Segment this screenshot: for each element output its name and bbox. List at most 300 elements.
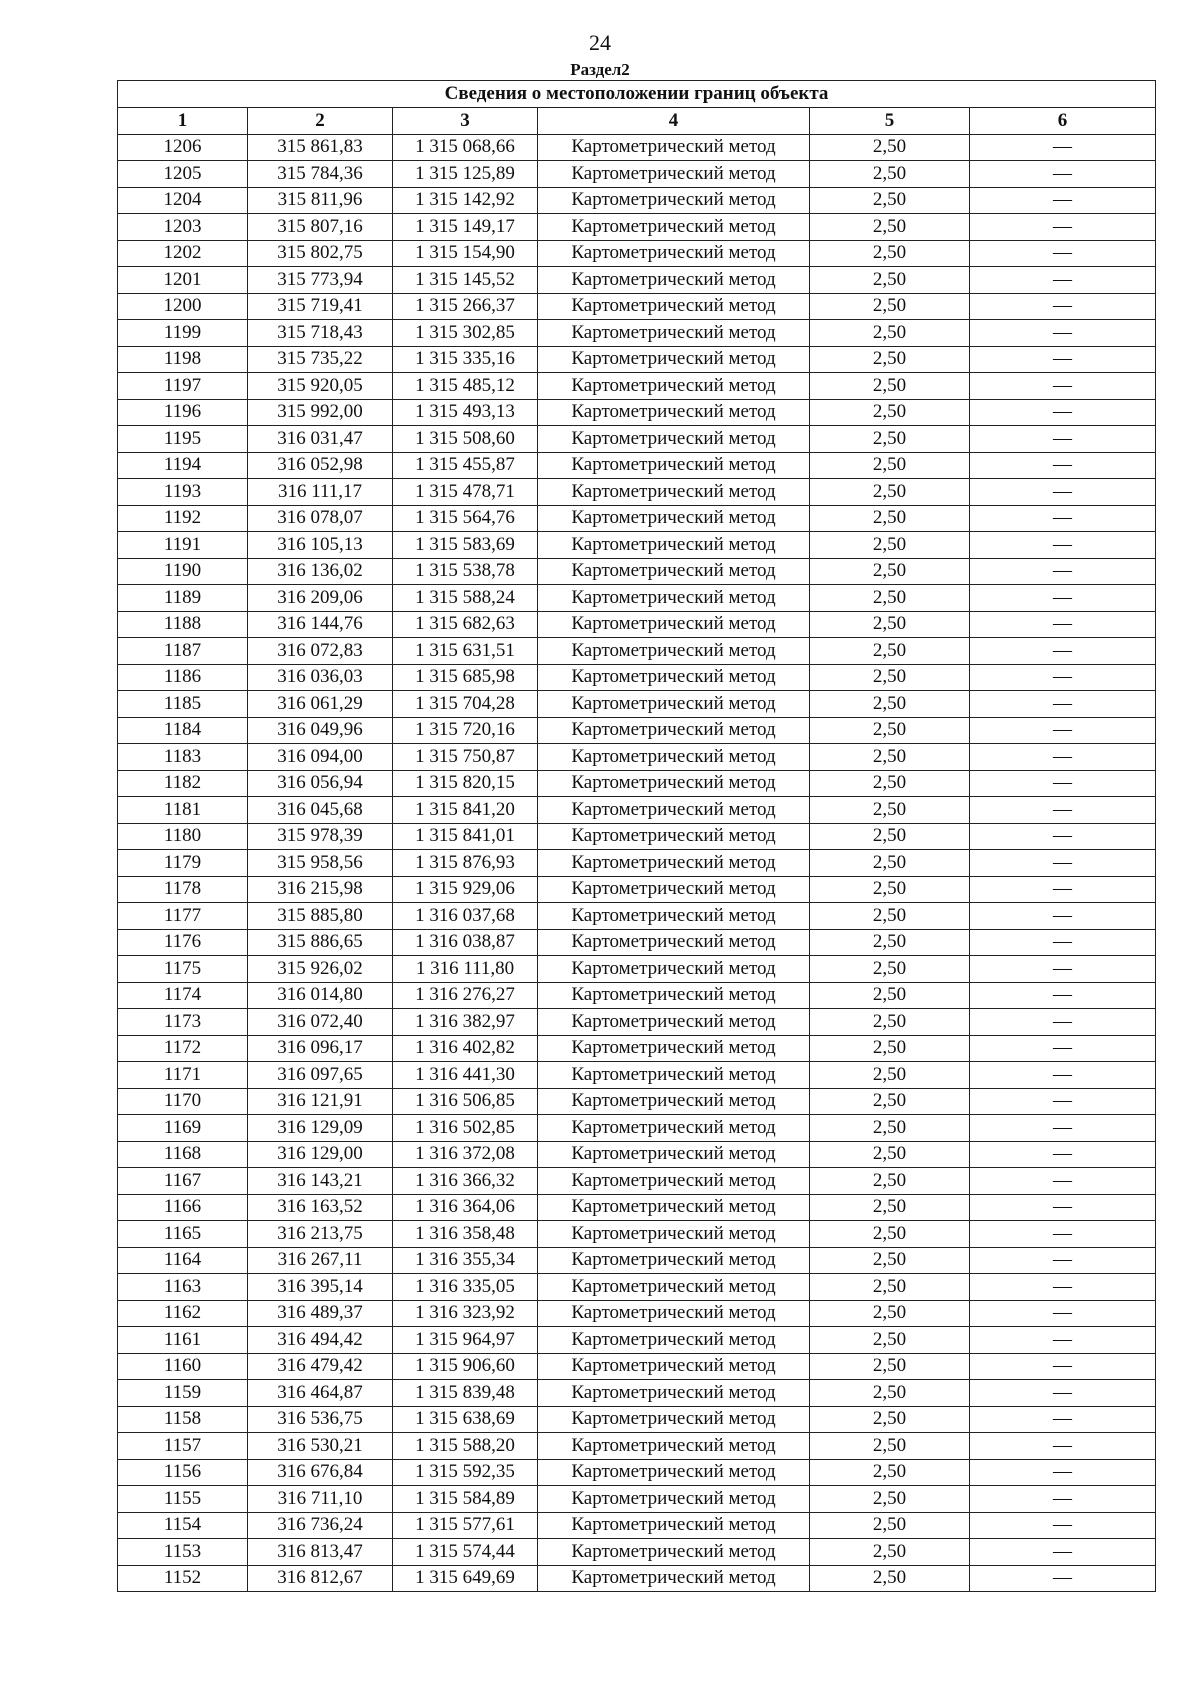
accuracy-cell: 2,50 (810, 744, 970, 771)
description-cell: — (970, 532, 1156, 559)
table-row (118, 1168, 1156, 1195)
accuracy-cell: 2,50 (810, 1194, 970, 1221)
accuracy-cell: 2,50 (810, 1009, 970, 1036)
description-cell: — (970, 638, 1156, 665)
method-cell: Картометрический метод (538, 1115, 810, 1142)
y-coordinate-cell: 1 316 037,68 (393, 903, 538, 930)
method-cell: Картометрический метод (538, 1406, 810, 1433)
accuracy-cell: 2,50 (810, 929, 970, 956)
description-cell: — (970, 876, 1156, 903)
y-coordinate-cell: 1 315 841,01 (393, 823, 538, 850)
x-coordinate-cell: 316 213,75 (248, 1221, 393, 1248)
point-number-cell: 1172 (118, 1035, 248, 1062)
description-cell: — (970, 1141, 1156, 1168)
method-cell: Картометрический метод (538, 1141, 810, 1168)
description-cell: — (970, 1247, 1156, 1274)
accuracy-cell: 2,50 (810, 1353, 970, 1380)
x-coordinate-cell: 315 811,96 (248, 187, 393, 214)
description-cell: — (970, 346, 1156, 373)
accuracy-cell: 2,50 (810, 797, 970, 824)
table-caption-row (118, 81, 1156, 108)
point-number-cell: 1195 (118, 426, 248, 453)
description-cell: — (970, 1486, 1156, 1513)
x-coordinate-cell: 316 494,42 (248, 1327, 393, 1354)
table-row (118, 1539, 1156, 1566)
y-coordinate-cell: 1 315 266,37 (393, 293, 538, 320)
point-number-cell: 1163 (118, 1274, 248, 1301)
x-coordinate-cell: 316 812,67 (248, 1565, 393, 1592)
y-coordinate-cell: 1 315 682,63 (393, 611, 538, 638)
y-coordinate-cell: 1 315 929,06 (393, 876, 538, 903)
x-coordinate-cell: 316 014,80 (248, 982, 393, 1009)
x-coordinate-cell: 315 802,75 (248, 240, 393, 267)
point-number-cell: 1167 (118, 1168, 248, 1195)
method-cell: Картометрический метод (538, 797, 810, 824)
table-row (118, 1088, 1156, 1115)
column-header: 3 (393, 108, 538, 135)
x-coordinate-cell: 316 096,17 (248, 1035, 393, 1062)
column-header: 2 (248, 108, 393, 135)
x-coordinate-cell: 316 813,47 (248, 1539, 393, 1566)
y-coordinate-cell: 1 315 564,76 (393, 505, 538, 532)
table-caption: Сведения о местоположении границ объекта (118, 81, 1156, 108)
accuracy-cell: 2,50 (810, 611, 970, 638)
y-coordinate-cell: 1 315 302,85 (393, 320, 538, 347)
accuracy-cell: 2,50 (810, 240, 970, 267)
description-cell: — (970, 956, 1156, 983)
method-cell: Картометрический метод (538, 1009, 810, 1036)
point-number-cell: 1177 (118, 903, 248, 930)
y-coordinate-cell: 1 315 485,12 (393, 373, 538, 400)
x-coordinate-cell: 316 163,52 (248, 1194, 393, 1221)
point-number-cell: 1162 (118, 1300, 248, 1327)
table-row (118, 1062, 1156, 1089)
table-row (118, 797, 1156, 824)
table-row (118, 134, 1156, 161)
y-coordinate-cell: 1 316 038,87 (393, 929, 538, 956)
point-number-cell: 1199 (118, 320, 248, 347)
x-coordinate-cell: 315 958,56 (248, 850, 393, 877)
table-row (118, 532, 1156, 559)
description-cell: — (970, 850, 1156, 877)
description-cell: — (970, 399, 1156, 426)
x-coordinate-cell: 316 530,21 (248, 1433, 393, 1460)
description-cell: — (970, 1565, 1156, 1592)
accuracy-cell: 2,50 (810, 717, 970, 744)
accuracy-cell: 2,50 (810, 982, 970, 1009)
y-coordinate-cell: 1 315 142,92 (393, 187, 538, 214)
accuracy-cell: 2,50 (810, 1035, 970, 1062)
y-coordinate-cell: 1 315 335,16 (393, 346, 538, 373)
point-number-cell: 1168 (118, 1141, 248, 1168)
accuracy-cell: 2,50 (810, 585, 970, 612)
x-coordinate-cell: 315 735,22 (248, 346, 393, 373)
description-cell: — (970, 293, 1156, 320)
y-coordinate-cell: 1 315 538,78 (393, 558, 538, 585)
point-number-cell: 1180 (118, 823, 248, 850)
y-coordinate-cell: 1 315 455,87 (393, 452, 538, 479)
method-cell: Картометрический метод (538, 346, 810, 373)
y-coordinate-cell: 1 315 592,35 (393, 1459, 538, 1486)
table-row (118, 1433, 1156, 1460)
method-cell: Картометрический метод (538, 956, 810, 983)
point-number-cell: 1157 (118, 1433, 248, 1460)
table-row (118, 876, 1156, 903)
x-coordinate-cell: 316 267,11 (248, 1247, 393, 1274)
point-number-cell: 1205 (118, 161, 248, 188)
method-cell: Картометрический метод (538, 1353, 810, 1380)
y-coordinate-cell: 1 316 323,92 (393, 1300, 538, 1327)
table-row (118, 1486, 1156, 1513)
description-cell: — (970, 187, 1156, 214)
accuracy-cell: 2,50 (810, 479, 970, 506)
table-row (118, 320, 1156, 347)
table-row (118, 505, 1156, 532)
x-coordinate-cell: 316 209,06 (248, 585, 393, 612)
method-cell: Картометрический метод (538, 1512, 810, 1539)
point-number-cell: 1188 (118, 611, 248, 638)
y-coordinate-cell: 1 316 111,80 (393, 956, 538, 983)
y-coordinate-cell: 1 315 638,69 (393, 1406, 538, 1433)
method-cell: Картометрический метод (538, 1380, 810, 1407)
accuracy-cell: 2,50 (810, 1141, 970, 1168)
table-row (118, 982, 1156, 1009)
x-coordinate-cell: 315 926,02 (248, 956, 393, 983)
description-cell: — (970, 134, 1156, 161)
method-cell: Картометрический метод (538, 1459, 810, 1486)
accuracy-cell: 2,50 (810, 293, 970, 320)
x-coordinate-cell: 316 536,75 (248, 1406, 393, 1433)
table-row (118, 691, 1156, 718)
method-cell: Картометрический метод (538, 664, 810, 691)
accuracy-cell: 2,50 (810, 1274, 970, 1301)
y-coordinate-cell: 1 316 358,48 (393, 1221, 538, 1248)
table-row (118, 1459, 1156, 1486)
accuracy-cell: 2,50 (810, 1380, 970, 1407)
table-row (118, 214, 1156, 241)
method-cell: Картометрический метод (538, 1062, 810, 1089)
x-coordinate-cell: 315 719,41 (248, 293, 393, 320)
y-coordinate-cell: 1 315 720,16 (393, 717, 538, 744)
description-cell: — (970, 1221, 1156, 1248)
point-number-cell: 1153 (118, 1539, 248, 1566)
method-cell: Картометрический метод (538, 1274, 810, 1301)
table-row (118, 903, 1156, 930)
description-cell: — (970, 823, 1156, 850)
method-cell: Картометрический метод (538, 903, 810, 930)
description-cell: — (970, 770, 1156, 797)
point-number-cell: 1158 (118, 1406, 248, 1433)
accuracy-cell: 2,50 (810, 664, 970, 691)
x-coordinate-cell: 316 464,87 (248, 1380, 393, 1407)
method-cell: Картометрический метод (538, 452, 810, 479)
point-number-cell: 1154 (118, 1512, 248, 1539)
method-cell: Картометрический метод (538, 691, 810, 718)
y-coordinate-cell: 1 316 276,27 (393, 982, 538, 1009)
y-coordinate-cell: 1 316 372,08 (393, 1141, 538, 1168)
y-coordinate-cell: 1 315 149,17 (393, 214, 538, 241)
accuracy-cell: 2,50 (810, 532, 970, 559)
table-row (118, 452, 1156, 479)
table-row (118, 479, 1156, 506)
method-cell: Картометрический метод (538, 267, 810, 294)
y-coordinate-cell: 1 315 493,13 (393, 399, 538, 426)
y-coordinate-cell: 1 315 154,90 (393, 240, 538, 267)
x-coordinate-cell: 316 045,68 (248, 797, 393, 824)
method-cell: Картометрический метод (538, 479, 810, 506)
description-cell: — (970, 1168, 1156, 1195)
y-coordinate-cell: 1 316 402,82 (393, 1035, 538, 1062)
point-number-cell: 1165 (118, 1221, 248, 1248)
page-number: 24 (589, 30, 611, 55)
method-cell: Картометрический метод (538, 850, 810, 877)
y-coordinate-cell: 1 316 335,05 (393, 1274, 538, 1301)
y-coordinate-cell: 1 315 839,48 (393, 1380, 538, 1407)
x-coordinate-cell: 315 773,94 (248, 267, 393, 294)
x-coordinate-cell: 315 718,43 (248, 320, 393, 347)
x-coordinate-cell: 316 097,65 (248, 1062, 393, 1089)
table-row (118, 1115, 1156, 1142)
point-number-cell: 1197 (118, 373, 248, 400)
method-cell: Картометрический метод (538, 399, 810, 426)
table-row (118, 267, 1156, 294)
table-row (118, 1327, 1156, 1354)
x-coordinate-cell: 316 489,37 (248, 1300, 393, 1327)
x-coordinate-cell: 315 920,05 (248, 373, 393, 400)
table-row (118, 585, 1156, 612)
column-header: 1 (118, 108, 248, 135)
x-coordinate-cell: 316 036,03 (248, 664, 393, 691)
accuracy-cell: 2,50 (810, 903, 970, 930)
y-coordinate-cell: 1 316 355,34 (393, 1247, 538, 1274)
method-cell: Картометрический метод (538, 558, 810, 585)
table-row (118, 956, 1156, 983)
column-header: 5 (810, 108, 970, 135)
description-cell: — (970, 373, 1156, 400)
accuracy-cell: 2,50 (810, 823, 970, 850)
x-coordinate-cell: 316 105,13 (248, 532, 393, 559)
accuracy-cell: 2,50 (810, 505, 970, 532)
point-number-cell: 1191 (118, 532, 248, 559)
description-cell: — (970, 1512, 1156, 1539)
accuracy-cell: 2,50 (810, 1221, 970, 1248)
table-body (118, 134, 1156, 1592)
accuracy-cell: 2,50 (810, 850, 970, 877)
accuracy-cell: 2,50 (810, 1247, 970, 1274)
x-coordinate-cell: 316 049,96 (248, 717, 393, 744)
point-number-cell: 1166 (118, 1194, 248, 1221)
point-number-cell: 1155 (118, 1486, 248, 1513)
description-cell: — (970, 1062, 1156, 1089)
point-number-cell: 1190 (118, 558, 248, 585)
method-cell: Картометрический метод (538, 1035, 810, 1062)
method-cell: Картометрический метод (538, 1088, 810, 1115)
accuracy-cell: 2,50 (810, 1088, 970, 1115)
table-row (118, 426, 1156, 453)
point-number-cell: 1184 (118, 717, 248, 744)
method-cell: Картометрический метод (538, 717, 810, 744)
description-cell: — (970, 1353, 1156, 1380)
point-number-cell: 1170 (118, 1088, 248, 1115)
y-coordinate-cell: 1 315 125,89 (393, 161, 538, 188)
accuracy-cell: 2,50 (810, 956, 970, 983)
x-coordinate-cell: 316 144,76 (248, 611, 393, 638)
table-row (118, 1221, 1156, 1248)
column-header: 6 (970, 108, 1156, 135)
table-row (118, 638, 1156, 665)
accuracy-cell: 2,50 (810, 1168, 970, 1195)
description-cell: — (970, 903, 1156, 930)
table-row (118, 161, 1156, 188)
point-number-cell: 1206 (118, 134, 248, 161)
y-coordinate-cell: 1 315 964,97 (393, 1327, 538, 1354)
x-coordinate-cell: 316 121,91 (248, 1088, 393, 1115)
point-number-cell: 1171 (118, 1062, 248, 1089)
table-row (118, 1300, 1156, 1327)
accuracy-cell: 2,50 (810, 267, 970, 294)
description-cell: — (970, 744, 1156, 771)
accuracy-cell: 2,50 (810, 426, 970, 453)
y-coordinate-cell: 1 316 506,85 (393, 1088, 538, 1115)
table-row (118, 187, 1156, 214)
x-coordinate-cell: 316 072,83 (248, 638, 393, 665)
description-cell: — (970, 982, 1156, 1009)
description-cell: — (970, 611, 1156, 638)
x-coordinate-cell: 316 136,02 (248, 558, 393, 585)
x-coordinate-cell: 316 078,07 (248, 505, 393, 532)
description-cell: — (970, 1088, 1156, 1115)
y-coordinate-cell: 1 315 584,89 (393, 1486, 538, 1513)
table-row (118, 611, 1156, 638)
x-coordinate-cell: 316 711,10 (248, 1486, 393, 1513)
point-number-cell: 1159 (118, 1380, 248, 1407)
point-number-cell: 1186 (118, 664, 248, 691)
description-cell: — (970, 505, 1156, 532)
method-cell: Картометрический метод (538, 1247, 810, 1274)
accuracy-cell: 2,50 (810, 1300, 970, 1327)
method-cell: Картометрический метод (538, 1539, 810, 1566)
x-coordinate-cell: 315 807,16 (248, 214, 393, 241)
table-row (118, 1141, 1156, 1168)
point-number-cell: 1152 (118, 1565, 248, 1592)
accuracy-cell: 2,50 (810, 770, 970, 797)
x-coordinate-cell: 315 885,80 (248, 903, 393, 930)
accuracy-cell: 2,50 (810, 1062, 970, 1089)
accuracy-cell: 2,50 (810, 373, 970, 400)
point-number-cell: 1176 (118, 929, 248, 956)
point-number-cell: 1204 (118, 187, 248, 214)
accuracy-cell: 2,50 (810, 1459, 970, 1486)
point-number-cell: 1200 (118, 293, 248, 320)
point-number-cell: 1174 (118, 982, 248, 1009)
point-number-cell: 1179 (118, 850, 248, 877)
description-cell: — (970, 1194, 1156, 1221)
method-cell: Картометрический метод (538, 1486, 810, 1513)
method-cell: Картометрический метод (538, 426, 810, 453)
accuracy-cell: 2,50 (810, 452, 970, 479)
y-coordinate-cell: 1 315 631,51 (393, 638, 538, 665)
method-cell: Картометрический метод (538, 1221, 810, 1248)
table-row (118, 664, 1156, 691)
table-row (118, 1035, 1156, 1062)
y-coordinate-cell: 1 316 366,32 (393, 1168, 538, 1195)
y-coordinate-cell: 1 315 478,71 (393, 479, 538, 506)
method-cell: Картометрический метод (538, 770, 810, 797)
description-cell: — (970, 452, 1156, 479)
y-coordinate-cell: 1 315 820,15 (393, 770, 538, 797)
y-coordinate-cell: 1 316 441,30 (393, 1062, 538, 1089)
description-cell: — (970, 1406, 1156, 1433)
table-row (118, 1274, 1156, 1301)
description-cell: — (970, 1327, 1156, 1354)
x-coordinate-cell: 316 061,29 (248, 691, 393, 718)
column-header: 4 (538, 108, 810, 135)
table-row (118, 1380, 1156, 1407)
method-cell: Картометрический метод (538, 187, 810, 214)
accuracy-cell: 2,50 (810, 691, 970, 718)
table-row (118, 240, 1156, 267)
description-cell: — (970, 1115, 1156, 1142)
table-row (118, 929, 1156, 956)
method-cell: Картометрический метод (538, 293, 810, 320)
accuracy-cell: 2,50 (810, 161, 970, 188)
table-row (118, 823, 1156, 850)
method-cell: Картометрический метод (538, 161, 810, 188)
table-row (118, 1009, 1156, 1036)
accuracy-cell: 2,50 (810, 214, 970, 241)
x-coordinate-cell: 316 072,40 (248, 1009, 393, 1036)
point-number-cell: 1169 (118, 1115, 248, 1142)
method-cell: Картометрический метод (538, 320, 810, 347)
y-coordinate-cell: 1 316 502,85 (393, 1115, 538, 1142)
point-number-cell: 1161 (118, 1327, 248, 1354)
accuracy-cell: 2,50 (810, 134, 970, 161)
point-number-cell: 1181 (118, 797, 248, 824)
table-row (118, 1406, 1156, 1433)
table-row (118, 293, 1156, 320)
x-coordinate-cell: 316 676,84 (248, 1459, 393, 1486)
x-coordinate-cell: 316 111,17 (248, 479, 393, 506)
point-number-cell: 1156 (118, 1459, 248, 1486)
method-cell: Картометрический метод (538, 638, 810, 665)
y-coordinate-cell: 1 315 841,20 (393, 797, 538, 824)
y-coordinate-cell: 1 316 382,97 (393, 1009, 538, 1036)
point-number-cell: 1187 (118, 638, 248, 665)
table-row (118, 558, 1156, 585)
method-cell: Картометрический метод (538, 744, 810, 771)
y-coordinate-cell: 1 315 750,87 (393, 744, 538, 771)
y-coordinate-cell: 1 315 685,98 (393, 664, 538, 691)
accuracy-cell: 2,50 (810, 187, 970, 214)
description-cell: — (970, 1433, 1156, 1460)
description-cell: — (970, 929, 1156, 956)
point-number-cell: 1192 (118, 505, 248, 532)
point-number-cell: 1189 (118, 585, 248, 612)
column-number-row (118, 108, 1156, 135)
point-number-cell: 1182 (118, 770, 248, 797)
point-number-cell: 1198 (118, 346, 248, 373)
y-coordinate-cell: 1 315 906,60 (393, 1353, 538, 1380)
y-coordinate-cell: 1 315 145,52 (393, 267, 538, 294)
point-number-cell: 1173 (118, 1009, 248, 1036)
description-cell: — (970, 1539, 1156, 1566)
table-row (118, 373, 1156, 400)
description-cell: — (970, 797, 1156, 824)
method-cell: Картометрический метод (538, 823, 810, 850)
table-row (118, 1512, 1156, 1539)
y-coordinate-cell: 1 315 508,60 (393, 426, 538, 453)
description-cell: — (970, 558, 1156, 585)
